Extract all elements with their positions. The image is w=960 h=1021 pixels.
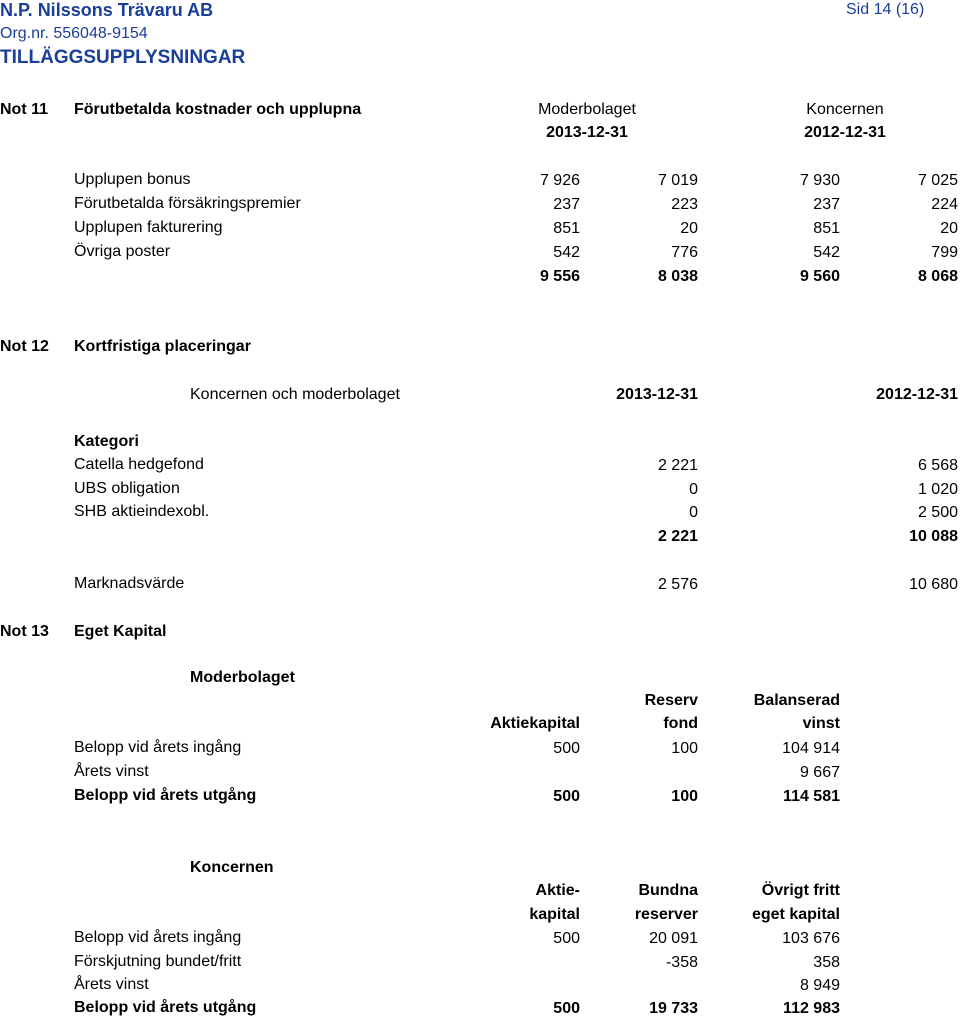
- company-name: N.P. Nilssons Trävaru AB: [0, 0, 214, 20]
- page-number: Sid 14 (16): [846, 1, 925, 18]
- col-header: Reserv: [644, 692, 698, 709]
- col-header: Balanserad: [753, 692, 840, 709]
- cell: 0: [689, 504, 698, 521]
- cell: 223: [671, 196, 698, 213]
- cell: 20: [940, 220, 958, 237]
- cell: 10 088: [909, 528, 958, 545]
- total-row: [0, 999, 960, 1019]
- cell: 20 091: [649, 930, 698, 947]
- note11-number: Not 11: [0, 101, 49, 118]
- cell: 2 500: [917, 504, 958, 521]
- cell: 19 733: [649, 1000, 698, 1017]
- group-heading: Koncernen: [190, 859, 274, 876]
- table-row: [0, 456, 960, 476]
- cell: 20: [680, 220, 698, 237]
- row-label: Övriga poster: [74, 243, 171, 260]
- note11-col-parent: Moderbolaget: [538, 101, 636, 118]
- col-header: eget kapital: [751, 906, 840, 923]
- col-header: kapital: [529, 906, 580, 923]
- row-label: Upplupen bonus: [74, 171, 191, 188]
- note12-number: Not 12: [0, 338, 49, 355]
- cell: 500: [553, 740, 580, 757]
- cell: 500: [553, 788, 580, 805]
- note13-title: Eget Kapital: [74, 623, 167, 640]
- note12-date2: 2012-12-31: [876, 386, 958, 403]
- cell: 100: [671, 740, 698, 757]
- cell: 224: [931, 196, 958, 213]
- cell: 2 221: [657, 528, 698, 545]
- row-label: Årets vinst: [74, 763, 149, 780]
- col-header: reserver: [634, 906, 698, 923]
- total-row: [0, 267, 960, 287]
- note12-date1: 2013-12-31: [616, 386, 698, 403]
- table-row: [0, 243, 960, 263]
- row-label: Catella hedgefond: [74, 456, 204, 473]
- note11-title: Förutbetalda kostnader och upplupna: [74, 101, 362, 118]
- row-label: Årets vinst: [74, 976, 149, 993]
- cell: 542: [813, 244, 840, 261]
- cell: 500: [553, 1000, 580, 1017]
- section-title: TILLÄGGSUPPLYSNINGAR: [0, 47, 246, 68]
- total-row: [0, 527, 960, 547]
- cell: 851: [553, 220, 580, 237]
- col-header: Övrigt fritt: [761, 882, 840, 899]
- row-label: Belopp vid årets utgång: [74, 787, 257, 804]
- row-label: Marknadsvärde: [74, 575, 185, 592]
- note12-subheader: Koncernen och moderbolaget: [190, 386, 400, 403]
- note11-col-parent-date: 2013-12-31: [546, 124, 628, 141]
- cell: 237: [553, 196, 580, 213]
- cell: 8 038: [657, 268, 698, 285]
- note11-col-group-date: 2012-12-31: [804, 124, 886, 141]
- cell: 7 930: [799, 172, 840, 189]
- cell: 10 680: [909, 576, 958, 593]
- table-row: [0, 219, 960, 239]
- col-header: vinst: [802, 715, 840, 732]
- cell: 9 667: [799, 764, 840, 781]
- cell: 6 568: [917, 457, 958, 474]
- row-label: SHB aktieindexobl.: [74, 503, 210, 520]
- col-header: Bundna: [638, 882, 698, 899]
- org-number: Org.nr. 556048-9154: [0, 25, 148, 42]
- cell: 103 676: [782, 930, 840, 947]
- note13-number: Not 13: [0, 623, 49, 640]
- row-label: Upplupen fakturering: [74, 219, 223, 236]
- row-label: Förskjutning bundet/fritt: [74, 953, 242, 970]
- cell: 851: [813, 220, 840, 237]
- parent-heading: Moderbolaget: [190, 669, 295, 686]
- table-row: [0, 763, 960, 783]
- cell: 7 926: [539, 172, 580, 189]
- note12-title: Kortfristiga placeringar: [74, 338, 251, 355]
- row-label: Förutbetalda försäkringspremier: [74, 195, 301, 212]
- col-header: Aktiekapital: [490, 715, 580, 732]
- row-label: Belopp vid årets utgång: [74, 999, 257, 1016]
- cell: 1 020: [917, 481, 958, 498]
- cell: -358: [665, 954, 698, 971]
- cell: 799: [931, 244, 958, 261]
- cell: 100: [671, 788, 698, 805]
- table-row: [0, 929, 960, 949]
- col-header: Aktie-: [535, 882, 580, 899]
- cell: 2 221: [657, 457, 698, 474]
- cell: 9 556: [539, 268, 580, 285]
- table-row: [0, 480, 960, 500]
- cell: 776: [671, 244, 698, 261]
- market-value-row: [0, 575, 960, 595]
- row-label: Belopp vid årets ingång: [74, 739, 242, 756]
- row-label: UBS obligation: [74, 480, 180, 497]
- table-row: [0, 171, 960, 191]
- table-row: [0, 503, 960, 523]
- cell: 7 019: [657, 172, 698, 189]
- col-header: fond: [663, 715, 698, 732]
- table-row: [0, 976, 960, 996]
- row-label: Belopp vid årets ingång: [74, 929, 242, 946]
- table-row: [0, 739, 960, 759]
- cell: 9 560: [799, 268, 840, 285]
- cell: 237: [813, 196, 840, 213]
- cell: 500: [553, 930, 580, 947]
- cell: 7 025: [917, 172, 958, 189]
- cell: 0: [689, 481, 698, 498]
- note11-col-group: Koncernen: [806, 101, 884, 118]
- cell: 2 576: [657, 576, 698, 593]
- table-row: [0, 195, 960, 215]
- cell: 8 949: [799, 977, 840, 994]
- table-row: [0, 953, 960, 973]
- cell: 114 581: [783, 788, 840, 805]
- cell: 542: [553, 244, 580, 261]
- cell: 358: [813, 954, 840, 971]
- cell: 104 914: [782, 740, 840, 757]
- cell: 112 983: [783, 1000, 840, 1017]
- cell: 8 068: [917, 268, 958, 285]
- category-label: Kategori: [74, 433, 139, 450]
- total-row: [0, 787, 960, 807]
